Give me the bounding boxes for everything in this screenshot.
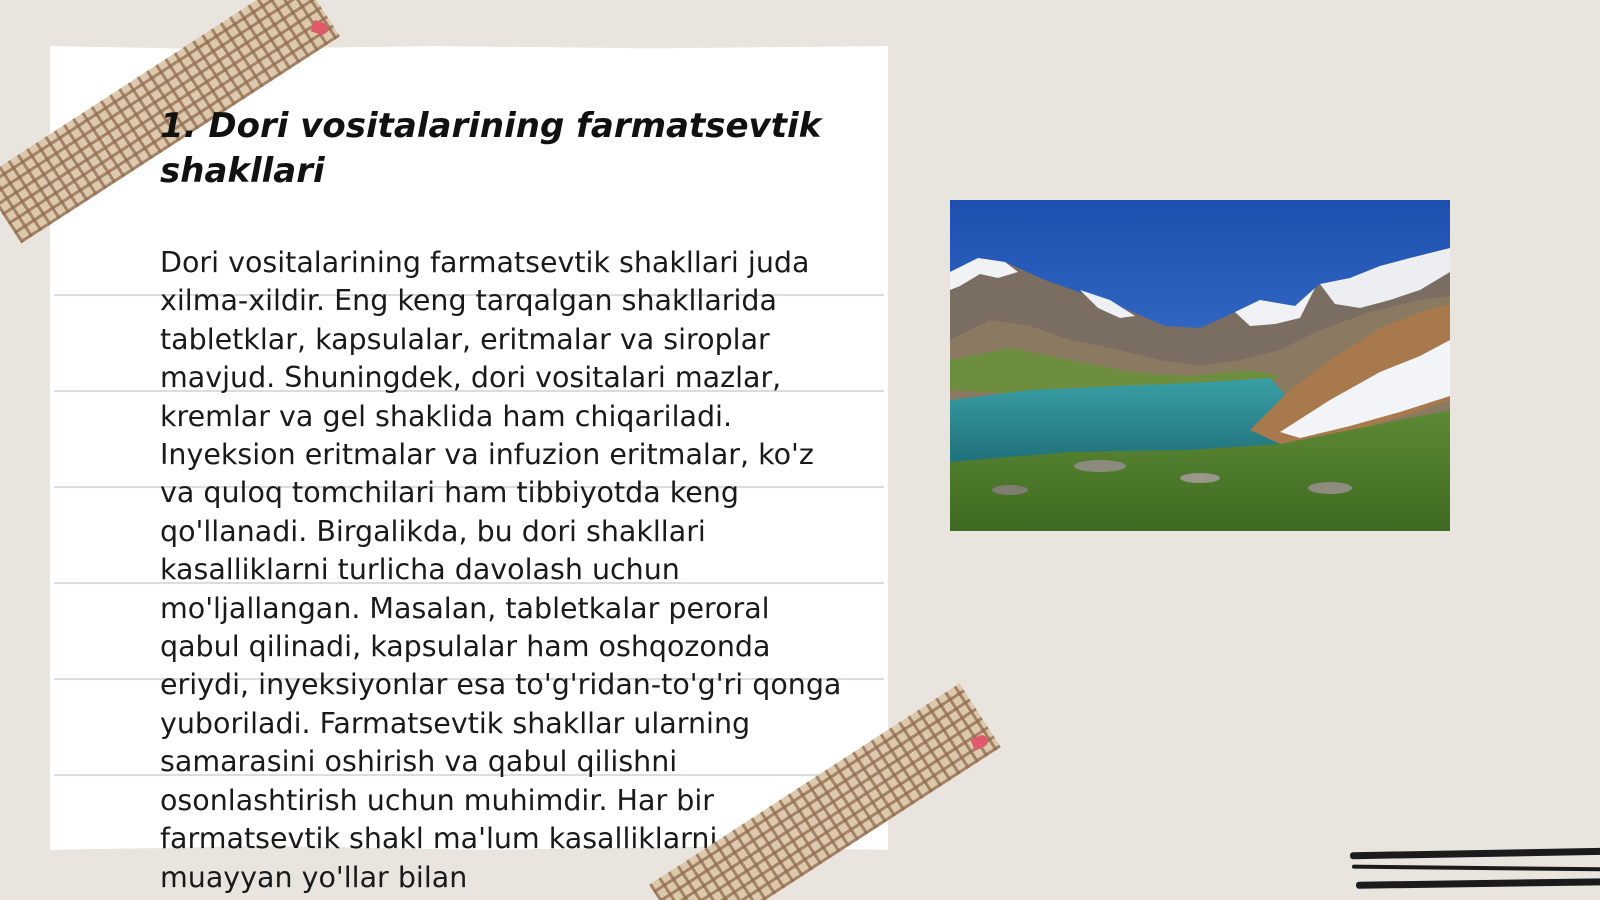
decorative-brush-stroke [1350, 848, 1600, 860]
decorative-brush-stroke [1352, 865, 1600, 872]
slide-title: 1. Dori vositalarining farmatsevtik shakllari [160, 106, 822, 191]
slide-body-text: Dori vositalarining farmatsevtik shakllari juda xilma-xildir. Eng keng tarqalgan shakllarida tabletklar, kapsulalar, eritmalar va siroplar mavjud. Shuningdek, dori vositalari mazlar, kremlar va gel shaklida ham chiqariladi. Inyeksion eritmalar va infuzion eritmalar, ko'z va quloq tomchilari ham tibbiyotda keng qo'llanadi. Birgalikda, bu dori shakllari kasalliklarni turlicha davolash uchun mo'ljallangan. Masalan, tabletkalar peroral qabul qilinadi, kapsulalar ham oshqozonda eriydi, inyeksiyonlar esa to'g'ridan-to'g'ri qonga yuboriladi. Farmatsevtik shakllar ularning samarasini oshirish va qabul qilishni osonlashtirish uchun muhimdir. Har bir farmatsevtik shakl ma'lum kasalliklarni muayyan yo'llar bilan [160, 246, 842, 894]
mountain-lake-photo [950, 200, 1450, 531]
decorative-brush-stroke [1356, 878, 1600, 889]
